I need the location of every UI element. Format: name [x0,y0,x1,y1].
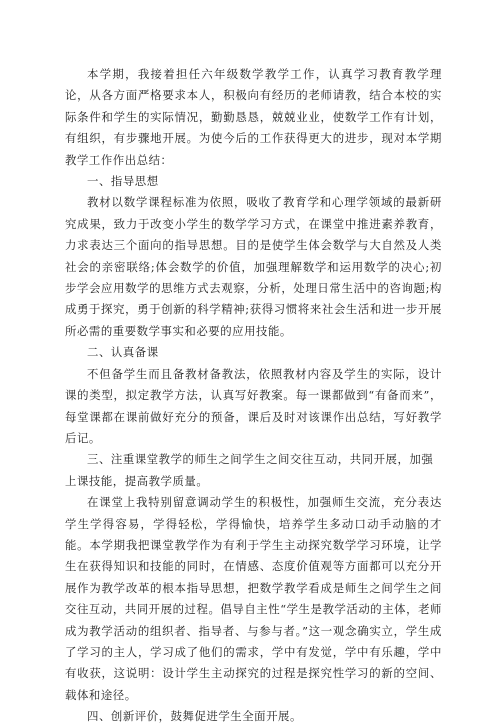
classroom-interaction-paragraph: 在课堂上我特别留意调动学生的积极性，加强师生交流，充分表达学生学得容易，学得轻松，学得愉快，培养学生多动口动手动脑的才能。本学期我把课堂教学作为有利于学生主动探究数学学习环境，让学生在获得知识和技能的同时，在情感、态度价值观等方面都可以充分开展作为教学改革的根本指导思想，把数学教学看成是师生之间学生之间交往互动，共同开展的过程。倡导自主性“学生是教学活动的主体，老师成为教学活动的组织者、指导者、与参与者。”这一观念确实立，学生成了学习的主人，学习成了他们的需求，学中有发觉，学中有乐趣，学中有收获，这说明：设计学生主动探究的过程是探究性学习的新的空间、载体和途径。 [65,495,442,702]
intro-paragraph: 本学期，我接着担任六年级数学教学工作，认真学习教育教学理论，从各方面严格要求本人，积极向有经历的老师请教，结合本校的实际条件和学生的实际情况，勤勤恳恳，兢兢业业，使数学工作有计划，有组织，有步骤地开展。为使今后的工作获得更大的进步，现对本学期教学工作作出总结： [65,67,442,167]
guiding-ideology-paragraph: 教材以数学课程标准为依照，吸收了教育学和心理学领域的最新研究成果，致力于改变小学生的数学学习方式，在课堂中推进素养教育，力求表达三个面向的指导思想。目的是使学生体会数学与大自然及人类社会的亲密联络;体会数学的价值，加强理解数学和运用数学的决心;初步学会应用数学的思维方式去观察，分析，处理日常生活中的咨询题;构成勇于探究，勇于创新的科学精神;获得习惯将来社会生活和进一步开展所必需的重要数学事实和必要的应用技能。 [65,195,442,338]
section-heading-classroom-interaction: 三、注重课堂教学的师生之间学生之间交往互动，共同开展，加强上课技能，提高教学质量。 [65,452,434,488]
section-heading-guiding-ideology: 一、指导思想 [87,174,159,189]
section-heading-lesson-preparation: 二、认真备课 [87,345,159,360]
lesson-preparation-paragraph: 不但备学生而且备教材备教法，依照教材内容及学生的实际，设计课的类型，拟定教学方法，认真写好教案。每一课都做到“有备而来”，每堂课都在课前做好充分的预备，课后及时对该课作出总结，写好教学后记。 [65,366,442,445]
section-heading-innovative-evaluation: 四、创新评价，鼓舞促进学生全面开展。 [87,709,302,724]
